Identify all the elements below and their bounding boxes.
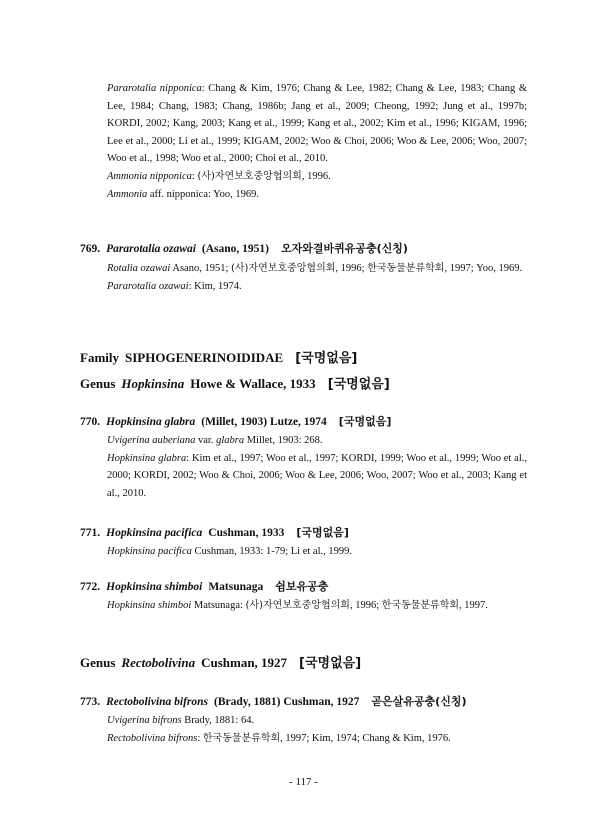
species-author: (Brady, 1881) Cushman, 1927	[214, 696, 360, 708]
citation-korean: (사)자연보호중앙협의회	[197, 170, 302, 182]
species-entry-772	[80, 578, 328, 594]
entry-number: 771.	[80, 527, 101, 539]
species-name: Rectobolivina bifrons	[106, 696, 209, 708]
species-name: Pararotalia ozawai	[106, 243, 196, 255]
citation-text: Millet, 1903: 268.	[244, 435, 323, 446]
taxon-name: Pararotalia ozawai	[107, 280, 189, 292]
genus-author: Howe & Wallace, 1933	[190, 376, 316, 391]
korean-name: [국명없음]	[299, 656, 362, 671]
synonym-line	[107, 712, 527, 730]
citation-text: :	[197, 732, 203, 744]
synonym-line	[107, 168, 527, 186]
species-entry-769	[80, 240, 408, 256]
species-name: Hopkinsina pacifica	[106, 527, 203, 539]
taxon-name: Hopkinsina shimboi	[107, 600, 192, 611]
species-name: Hopkinsina glabra	[106, 416, 196, 428]
citation-text: : Kim, 1974.	[188, 280, 242, 292]
synonym-line	[107, 260, 527, 278]
citation-text: aff. nipponica: Yoo, 1969.	[147, 188, 260, 200]
taxon-name: Hopkinsina pacifica	[107, 546, 192, 557]
synonymy-block-771	[107, 543, 527, 561]
citation-text: var.	[195, 435, 217, 446]
taxon-name: Pararotalia nipponica	[107, 83, 202, 94]
taxon-name: Ammonia nipponica	[107, 170, 192, 182]
page-number: - 117 -	[289, 776, 318, 788]
taxon-name: Hopkinsina glabra	[107, 452, 187, 464]
rank-label: Family	[80, 350, 119, 365]
genus-name: Hopkinsina	[121, 376, 185, 391]
synonym-line	[107, 730, 527, 748]
citation-text: Matsunaga:	[191, 600, 246, 611]
entry-number: 769.	[80, 243, 101, 255]
genus-author: Cushman, 1927	[201, 655, 288, 670]
korean-name: [국명없음]	[296, 526, 349, 539]
species-entry-771	[80, 524, 349, 540]
citation-text: Brady, 1881: 64.	[181, 715, 255, 726]
citation-text: , 1997; Kim, 1974; Chang & Kim, 1976.	[280, 732, 451, 744]
synonym-line	[107, 597, 527, 615]
synonymy-block-770	[107, 432, 527, 502]
synonymy-block-772	[107, 597, 527, 615]
synonymy-block-773	[107, 712, 527, 747]
korean-name: 오자와결바퀴유공충(신칭)	[281, 242, 408, 255]
taxon-name: Uvigerina bifrons	[107, 715, 182, 726]
citation-text: Cushman, 1933: 1-79; Li et al., 1999.	[191, 546, 352, 557]
citation-text: : Kim et al., 1997; Woo et al., 1997; KORDI, 1999; Woo et al., 1999; Woo et al., 2000; KORDI, 2002; Woo & Choi, 2006; Woo & Lee, 2006; Woo, 2007; Woo et al., 2003; Kang et al., 2010.	[107, 452, 527, 499]
citation-text: , 1997; Yoo, 1969.	[444, 263, 523, 274]
taxon-name: Rotalia ozawai	[107, 263, 171, 274]
taxon-name: Uvigerina auberiana	[107, 435, 196, 446]
citation-text: , 1996.	[301, 170, 331, 182]
family-heading	[80, 347, 357, 366]
species-entry-770	[80, 413, 391, 429]
synonym-line	[107, 543, 527, 561]
korean-name: [국명없음]	[327, 377, 390, 392]
synonym-line	[107, 80, 527, 168]
species-author: Cushman, 1933	[208, 527, 285, 539]
species-author: (Asano, 1951)	[201, 243, 269, 255]
synonymy-block-769	[107, 260, 527, 295]
rank-label: Genus	[80, 376, 116, 391]
genus-heading-hopkinsina	[80, 373, 390, 392]
citation-text: , 1996;	[335, 263, 368, 274]
citation-text: Asano, 1951;	[170, 263, 231, 274]
entry-number: 772.	[80, 581, 101, 593]
taxon-name: Ammonia	[107, 188, 148, 200]
korean-name: [국명없음]	[295, 351, 358, 366]
entry-number: 770.	[80, 416, 101, 428]
synonym-line	[107, 450, 527, 503]
citation-text: : Chang & Kim, 1976; Chang & Lee, 1982; Chang & Lee, 1983; Chang & Lee, 1984; Chang, 1983; Chang, 1986b; Jang et al., 2009; Cheong, 1992; Jung et al., 1997b; KORDI, 2002; Kang, 2003; Kang et al., 1999; Kang et al., 2002; Kim et al., 1996; KIGAM, 1996; Lee et al., 2000; Li et al., 1999; KIGAM, 2002; Woo & Choi, 2006; Woo & Lee, 2006; Woo, 2007; Woo et al., 1998; Woo et al., 2000; Choi et al., 2010.	[107, 83, 527, 165]
citation-text: , 1997.	[459, 600, 488, 611]
citation-korean: (사)자연보호중앙협의회	[230, 263, 336, 274]
citation-korean: 한국동물분류학회	[202, 732, 281, 744]
korean-name: 쉼보유공충	[275, 580, 329, 593]
synonymy-block-top	[107, 80, 527, 203]
citation-korean: 한국동물분류학회	[381, 600, 460, 611]
species-entry-773	[80, 693, 466, 709]
variety-name: glabra	[216, 435, 245, 446]
synonym-line	[107, 278, 527, 296]
genus-heading-rectobolivina	[80, 652, 361, 671]
species-author: (Millet, 1903) Lutze, 1974	[201, 416, 327, 428]
citation-text: :	[191, 170, 198, 182]
korean-name: [국명없음]	[338, 415, 392, 428]
synonym-line	[107, 186, 527, 204]
citation-text: , 1996;	[349, 600, 382, 611]
citation-korean: (사)자연보호중앙협의회	[245, 600, 350, 611]
entry-number: 773.	[80, 696, 101, 708]
species-name: Hopkinsina shimboi	[106, 581, 203, 593]
rank-label: Genus	[80, 655, 116, 670]
korean-name: 곧은살유공충(신칭)	[371, 695, 467, 708]
family-name: SIPHOGENERINOIDIDAE	[125, 350, 284, 365]
species-author: Matsunaga	[208, 581, 264, 593]
citation-korean: 한국동물분류학회	[367, 263, 445, 274]
taxon-name: Rectobolivina bifrons	[107, 732, 198, 744]
synonym-line	[107, 432, 527, 450]
genus-name: Rectobolivina	[121, 655, 196, 670]
